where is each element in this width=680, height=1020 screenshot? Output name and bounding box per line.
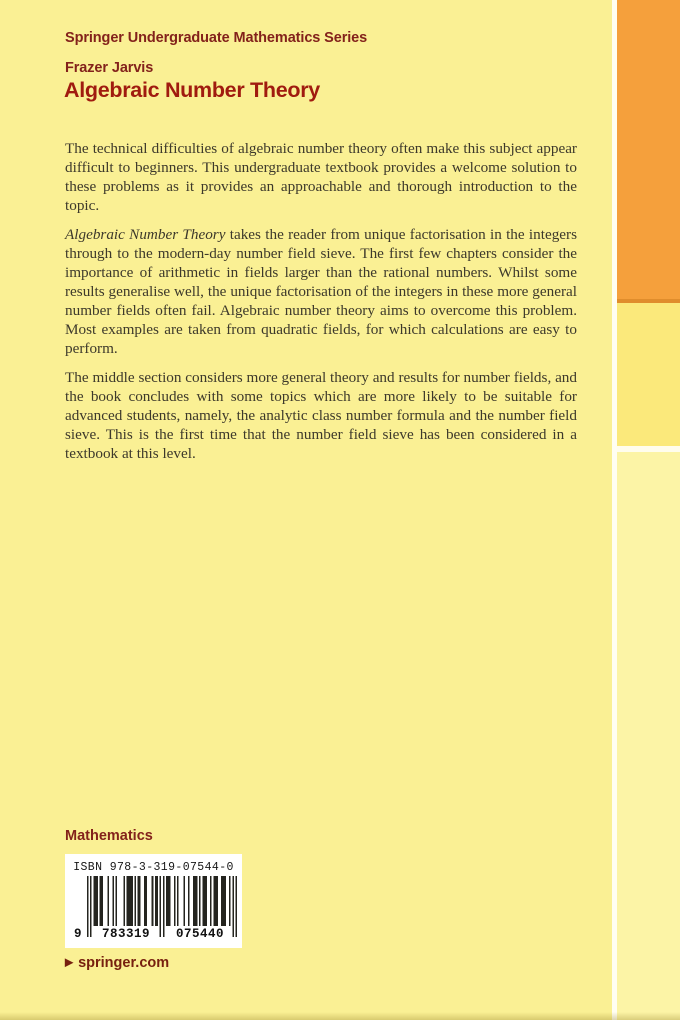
category-label: Mathematics bbox=[65, 828, 153, 844]
barcode-caption-lead: 9 bbox=[74, 927, 83, 941]
accent-bar-yellow bbox=[617, 303, 680, 446]
back-cover-blurb bbox=[65, 139, 577, 473]
blurb-italic-lead: Algebraic Number Theory bbox=[65, 226, 230, 243]
isbn-label: ISBN 978-3-319-07544-0 bbox=[73, 861, 234, 874]
book-title: Algebraic Number Theory bbox=[64, 78, 320, 102]
blurb-paragraph-1: The technical difficulties of algebraic number theory often make this subject appear difficult to beginners. This undergraduate textbook provides a welcome solution to these problems as it provides an approachable and thorough introduction to the topic. bbox=[65, 140, 577, 214]
barcode-caption-left: 783319 bbox=[101, 927, 150, 941]
isbn-box bbox=[65, 854, 242, 948]
blurb-paragraph-3: The middle section considers more general theory and results for number fields, and the book concludes with some topics which are more likely to be suitable for advanced students, namely, the analytic class number formula and the number field sieve. This is the first time that the number field sieve has been considered in a textbook at this level. bbox=[65, 369, 577, 462]
accent-bar-orange bbox=[617, 0, 680, 303]
arrow-icon: ▶ bbox=[65, 956, 74, 969]
publisher-line bbox=[65, 955, 169, 971]
author-name: Frazer Jarvis bbox=[65, 60, 154, 76]
bottom-edge-shadow bbox=[0, 1012, 680, 1020]
accent-panel-light bbox=[617, 452, 680, 1020]
barcode bbox=[74, 876, 237, 941]
blurb-paragraph-2: Algebraic Number Theory takes the reader from unique factorisation in the integers through to the modern-day number field sieve. The first few chapters consider the importance of arithmetic in fields larger than the rational numbers. Whilst some results generalise well, the unique factorisation of the integers in these more general number fields often fail. Algebraic number theory aims to overcome this problem. Most examples are taken from quadratic fields, for which calculations are easy to perform. bbox=[65, 226, 578, 357]
series-title: Springer Undergraduate Mathematics Series bbox=[65, 30, 368, 46]
barcode-caption-right: 075440 bbox=[175, 927, 224, 941]
publisher-url: springer.com bbox=[78, 955, 170, 971]
